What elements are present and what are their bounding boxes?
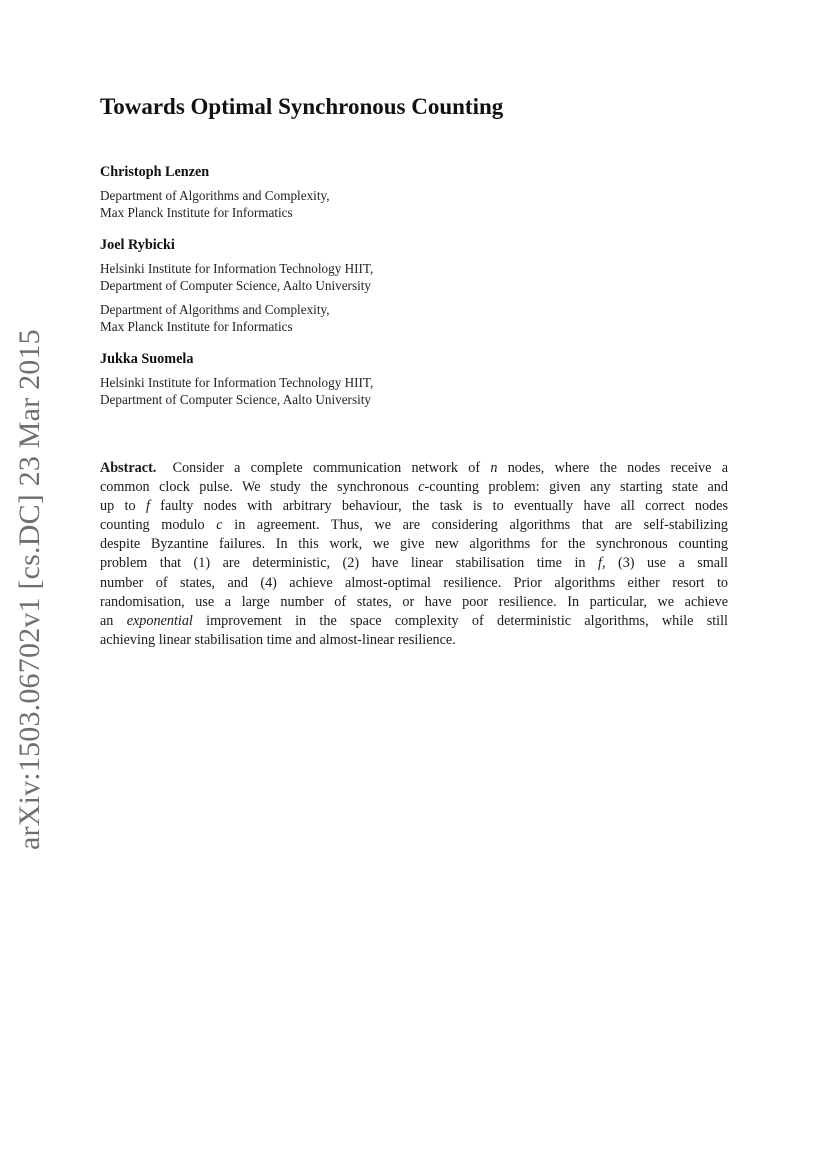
author-name: Christoph Lenzen — [100, 164, 210, 180]
affiliation-line: Department of Computer Science, Aalto University — [100, 278, 372, 293]
abstract-line: randomisation, use a large number of states, or have poor resilience. In particular, we achieve — [100, 593, 728, 610]
abstract-line: number of states, and (4) achieve almost-optimal resilience. Prior algorithms either resort to — [100, 574, 728, 591]
abstract-line — [100, 459, 728, 478]
abstract-label: Abstract. — [100, 460, 157, 476]
author-name: Jukka Suomela — [100, 351, 194, 367]
abstract-line: an exponential improvement in the space complexity of deterministic algorithms, while still — [100, 612, 728, 629]
author-affiliation — [100, 374, 740, 408]
abstract-text: Consider a complete communication network of n nodes, where the nodes receive a — [172, 460, 728, 476]
affiliation-line: Helsinki Institute for Information Technology HIIT, — [100, 261, 374, 276]
abstract-line: common clock pulse. We study the synchronous c-counting problem: given any starting state and — [100, 479, 728, 496]
author-affiliation — [100, 301, 740, 335]
abstract-line: up to f faulty nodes with arbitrary behaviour, the task is to eventually have all correct nodes — [100, 498, 728, 515]
author-block-lenzen — [100, 164, 740, 228]
arxiv-identifier-stamp: arXiv:1503.06702v1 [cs.DC] 23 Mar 2015 — [13, 329, 46, 850]
author-block-suomela — [100, 351, 740, 415]
abstract-line: counting modulo c in agreement. Thus, we are considering algorithms that are self-stabilizing — [100, 517, 728, 534]
author-affiliation — [100, 187, 740, 221]
author-affiliation — [100, 260, 740, 294]
affiliation-line: Department of Algorithms and Complexity, — [100, 302, 330, 317]
abstract-line: problem that (1) are deterministic, (2) have linear stabilisation time in f, (3) use a small — [100, 555, 728, 572]
affiliation-line: Department of Computer Science, Aalto University — [100, 392, 372, 407]
affiliation-line: Max Planck Institute for Informatics — [100, 319, 293, 334]
author-name: Joel Rybicki — [100, 237, 175, 253]
author-block-rybicki — [100, 237, 740, 342]
affiliation-line: Helsinki Institute for Information Technology HIIT, — [100, 375, 374, 390]
abstract-line: achieving linear stabilisation time and almost-linear resilience. — [100, 631, 456, 648]
abstract-line: despite Byzantine failures. In this work, we give new algorithms for the synchronous counting — [100, 536, 728, 553]
affiliation-line: Max Planck Institute for Informatics — [100, 205, 293, 220]
paper-title: Towards Optimal Synchronous Counting — [100, 94, 504, 119]
abstract — [100, 459, 728, 650]
affiliation-line: Department of Algorithms and Complexity, — [100, 188, 330, 203]
